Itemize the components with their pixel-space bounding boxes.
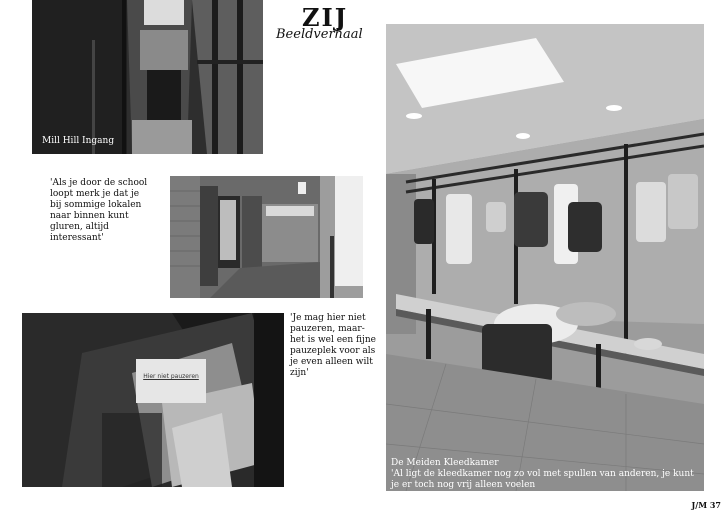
page-number: J/M 37	[691, 500, 721, 510]
no-break-sign	[136, 359, 206, 403]
corridor-image	[170, 176, 363, 298]
no-break-sign-text: Hier niet pauzeren	[143, 373, 199, 380]
sign-photo	[22, 313, 284, 487]
quote-second: 'Je mag hier niet pauzeren, maar- het is wel een fijne pauzeplek voor als je even alleen wilt zijn'	[290, 313, 376, 378]
corridor-photo	[170, 176, 363, 298]
page-subtitle: Beeldverhaal	[276, 27, 363, 42]
lockerroom-image	[386, 24, 704, 491]
page-title: ZIJ	[302, 3, 349, 32]
entrance-photo	[32, 0, 263, 154]
entrance-image	[32, 0, 263, 154]
lockerroom-caption-quote: 'Al ligt de kleedkamer nog zo vol met spullen van anderen, je kunt je er toch nog vrij alleen voelen	[391, 469, 694, 490]
lockerroom-caption-title: De Meiden Kleedkamer	[391, 458, 499, 468]
quote-first: 'Als je door de school loopt merk je dat je bij sommige lokalen naar binnen kunt gluren, altijd interessant'	[50, 178, 148, 243]
lockerroom-photo	[386, 24, 704, 491]
entrance-caption: Mill Hill Ingang	[42, 136, 115, 146]
